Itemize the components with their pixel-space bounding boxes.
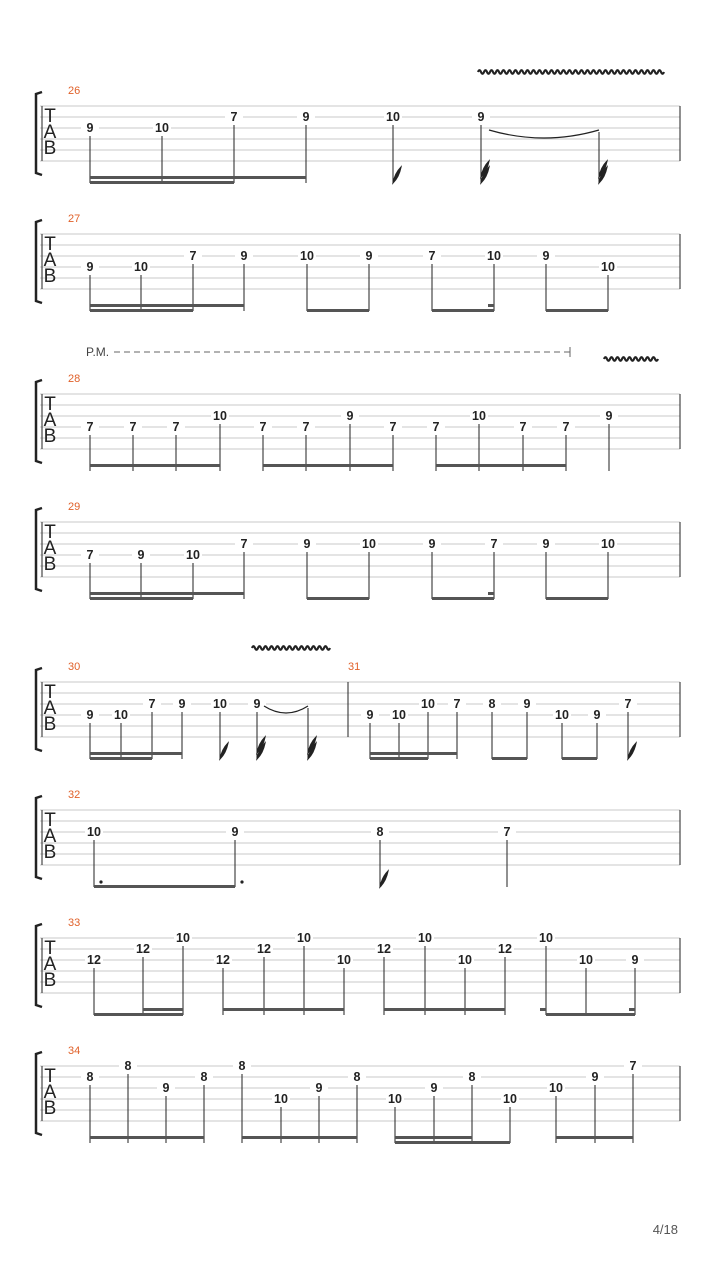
fret-number: 9	[346, 409, 354, 423]
fret-number: 10	[134, 260, 148, 274]
fret-number: 10	[337, 953, 351, 967]
system-bracket	[36, 220, 42, 303]
measure-number: 32	[68, 789, 81, 801]
fret-number: 7	[148, 697, 156, 711]
measure-number: 27	[68, 213, 81, 225]
note-beam	[90, 309, 193, 312]
tab-clef-letter: A	[43, 698, 57, 719]
fret-number: 9	[428, 537, 436, 551]
system-bracket	[36, 924, 42, 1007]
tab-clef-letter: A	[43, 410, 57, 431]
note-beam	[90, 181, 234, 184]
fret-number: 10	[155, 121, 169, 135]
tab-system	[36, 1045, 680, 1144]
note-beam	[436, 464, 566, 467]
tab-clef-letter: B	[43, 266, 57, 287]
fret-number: 7	[129, 420, 137, 434]
fret-number: 7	[453, 697, 461, 711]
tab-system	[36, 789, 680, 888]
fret-number: 9	[86, 121, 94, 135]
note-beam	[90, 757, 152, 760]
fret-number: 12	[87, 953, 101, 967]
fret-number: 8	[353, 1070, 361, 1084]
note-beam	[546, 1013, 635, 1016]
note-flag	[308, 737, 316, 759]
fret-number: 7	[490, 537, 498, 551]
tab-clef-letter: T	[44, 106, 56, 127]
note-beam	[94, 1013, 183, 1016]
note-flag	[380, 871, 388, 887]
fret-number: 10	[487, 249, 501, 263]
note-beam	[242, 1136, 357, 1139]
fret-number: 10	[300, 249, 314, 263]
fret-number: 7	[519, 420, 527, 434]
note-beam	[370, 757, 428, 760]
tab-clef-letter: B	[43, 426, 57, 447]
fret-number: 9	[591, 1070, 599, 1084]
fret-number: 8	[124, 1059, 132, 1073]
fret-number: 10	[388, 1092, 402, 1106]
fret-number: 8	[488, 697, 496, 711]
fret-number: 9	[605, 409, 613, 423]
fret-number: 9	[137, 548, 145, 562]
fret-number: 8	[376, 825, 384, 839]
fret-number: 10	[213, 409, 227, 423]
dot	[99, 880, 102, 883]
fret-number: 10	[458, 953, 472, 967]
note-beam	[395, 1141, 510, 1144]
fret-number: 10	[176, 931, 190, 945]
fret-number: 7	[86, 420, 94, 434]
fret-number: 9	[631, 953, 639, 967]
note-beam	[432, 597, 494, 600]
measure-number: 34	[68, 1045, 81, 1057]
tab-clef-letter: A	[43, 250, 57, 271]
tab-system	[36, 917, 680, 1016]
system-bracket	[36, 380, 42, 463]
measure-number: 31	[348, 661, 361, 673]
note-beam	[395, 1136, 472, 1139]
measure-number: 33	[68, 917, 81, 929]
fret-number: 9	[523, 697, 531, 711]
fret-number: 7	[624, 697, 632, 711]
fret-number: 9	[253, 697, 261, 711]
measure-number: 30	[68, 661, 81, 673]
fret-number: 10	[362, 537, 376, 551]
fret-number: 10	[418, 931, 432, 945]
tab-clef-letter: T	[44, 394, 56, 415]
note-beam	[492, 757, 527, 760]
fret-number: 10	[386, 110, 400, 124]
tab-clef-letter: A	[43, 954, 57, 975]
fret-number: 7	[428, 249, 436, 263]
tab-system	[36, 213, 680, 312]
beam-stub	[488, 304, 494, 307]
fret-number: 10	[549, 1081, 563, 1095]
fret-number: 10	[87, 825, 101, 839]
tab-system	[36, 501, 680, 600]
fret-number: 7	[240, 537, 248, 551]
dot	[240, 880, 243, 883]
fret-number: 10	[601, 537, 615, 551]
tab-clef-letter: B	[43, 138, 57, 159]
fret-number: 9	[231, 825, 239, 839]
tab-clef-letter: T	[44, 682, 56, 703]
fret-number: 8	[238, 1059, 246, 1073]
fret-number: 7	[230, 110, 238, 124]
fret-number: 10	[555, 708, 569, 722]
beam-stub	[488, 592, 494, 595]
fret-number: 10	[503, 1092, 517, 1106]
fret-number: 9	[542, 537, 550, 551]
fret-number: 8	[86, 1070, 94, 1084]
tab-clef-letter: T	[44, 938, 56, 959]
tie-arc	[489, 130, 599, 138]
fret-number: 7	[503, 825, 511, 839]
fret-number: 9	[178, 697, 186, 711]
note-beam	[90, 597, 193, 600]
note-beam	[90, 752, 182, 755]
system-bracket	[36, 508, 42, 591]
fret-number: 12	[216, 953, 230, 967]
tab-clef-letter: A	[43, 826, 57, 847]
note-beam	[94, 885, 235, 888]
note-beam	[384, 1008, 505, 1011]
tie-arc	[264, 706, 308, 713]
fret-number: 9	[593, 708, 601, 722]
fret-number: 9	[86, 260, 94, 274]
fret-number: 10	[186, 548, 200, 562]
note-beam	[90, 592, 244, 595]
fret-number: 10	[579, 953, 593, 967]
tab-clef-letter: A	[43, 1082, 57, 1103]
system-bracket	[36, 92, 42, 175]
fret-number: 9	[365, 249, 373, 263]
fret-number: 9	[240, 249, 248, 263]
system-bracket	[36, 796, 42, 879]
fret-number: 9	[303, 537, 311, 551]
fret-number: 7	[389, 420, 397, 434]
tab-clef-letter: T	[44, 234, 56, 255]
tab-clef-letter: T	[44, 522, 56, 543]
vibrato-mark	[252, 646, 330, 650]
fret-number: 10	[392, 708, 406, 722]
note-beam	[263, 464, 393, 467]
note-beam	[370, 752, 457, 755]
fret-number: 7	[562, 420, 570, 434]
fret-number: 9	[477, 110, 485, 124]
note-beam	[143, 1008, 183, 1011]
fret-number: 7	[432, 420, 440, 434]
tab-system	[36, 646, 680, 760]
fret-number: 8	[200, 1070, 208, 1084]
fret-number: 9	[302, 110, 310, 124]
fret-number: 12	[257, 942, 271, 956]
note-beam	[90, 304, 244, 307]
tab-clef-letter: B	[43, 1098, 57, 1119]
note-beam	[307, 309, 369, 312]
fret-number: 10	[601, 260, 615, 274]
tab-system	[36, 70, 680, 184]
tab-clef-letter: B	[43, 842, 57, 863]
fret-number: 9	[315, 1081, 323, 1095]
tab-clef-letter: T	[44, 810, 56, 831]
fret-number: 10	[472, 409, 486, 423]
tab-clef-letter: A	[43, 538, 57, 559]
note-beam	[90, 176, 306, 179]
note-beam	[223, 1008, 344, 1011]
fret-number: 12	[377, 942, 391, 956]
fret-number: 10	[213, 697, 227, 711]
measure-number: 26	[68, 85, 81, 97]
note-beam	[546, 597, 608, 600]
fret-number: 7	[172, 420, 180, 434]
fret-number: 7	[302, 420, 310, 434]
tab-system	[36, 345, 680, 471]
fret-number: 7	[189, 249, 197, 263]
fret-number: 7	[86, 548, 94, 562]
tab-clef-letter: B	[43, 554, 57, 575]
measure-number: 29	[68, 501, 81, 513]
fret-number: 10	[274, 1092, 288, 1106]
page-number: 4/18	[652, 1222, 678, 1237]
fret-number: 9	[430, 1081, 438, 1095]
fret-number: 7	[629, 1059, 637, 1073]
note-flag	[599, 161, 607, 183]
fret-number: 10	[539, 931, 553, 945]
note-flag	[628, 743, 636, 759]
note-beam	[546, 309, 608, 312]
vibrato-mark	[478, 70, 664, 74]
fret-number: 7	[259, 420, 267, 434]
tab-clef-letter: B	[43, 970, 57, 991]
tab-clef-letter: T	[44, 1066, 56, 1087]
vibrato-mark	[604, 357, 658, 361]
tab-clef-letter: B	[43, 714, 57, 735]
note-beam	[556, 1136, 633, 1139]
fret-number: 9	[366, 708, 374, 722]
note-beam	[432, 309, 494, 312]
palm-mute-label: P.M.	[86, 345, 110, 359]
note-beam	[307, 597, 369, 600]
note-flag	[393, 167, 401, 183]
fret-number: 10	[297, 931, 311, 945]
system-bracket	[36, 668, 42, 751]
system-bracket	[36, 1052, 42, 1135]
fret-number: 10	[421, 697, 435, 711]
fret-number: 12	[136, 942, 150, 956]
fret-number: 10	[114, 708, 128, 722]
note-beam	[90, 1136, 204, 1139]
note-beam	[90, 464, 220, 467]
measure-number: 28	[68, 373, 81, 385]
tab-clef-letter: A	[43, 122, 57, 143]
fret-number: 12	[498, 942, 512, 956]
fret-number: 9	[86, 708, 94, 722]
fret-number: 9	[162, 1081, 170, 1095]
beam-stub	[540, 1008, 546, 1011]
beam-stub	[629, 1008, 635, 1011]
fret-number: 9	[542, 249, 550, 263]
note-flag	[220, 743, 228, 759]
fret-number: 8	[468, 1070, 476, 1084]
note-beam	[562, 757, 597, 760]
